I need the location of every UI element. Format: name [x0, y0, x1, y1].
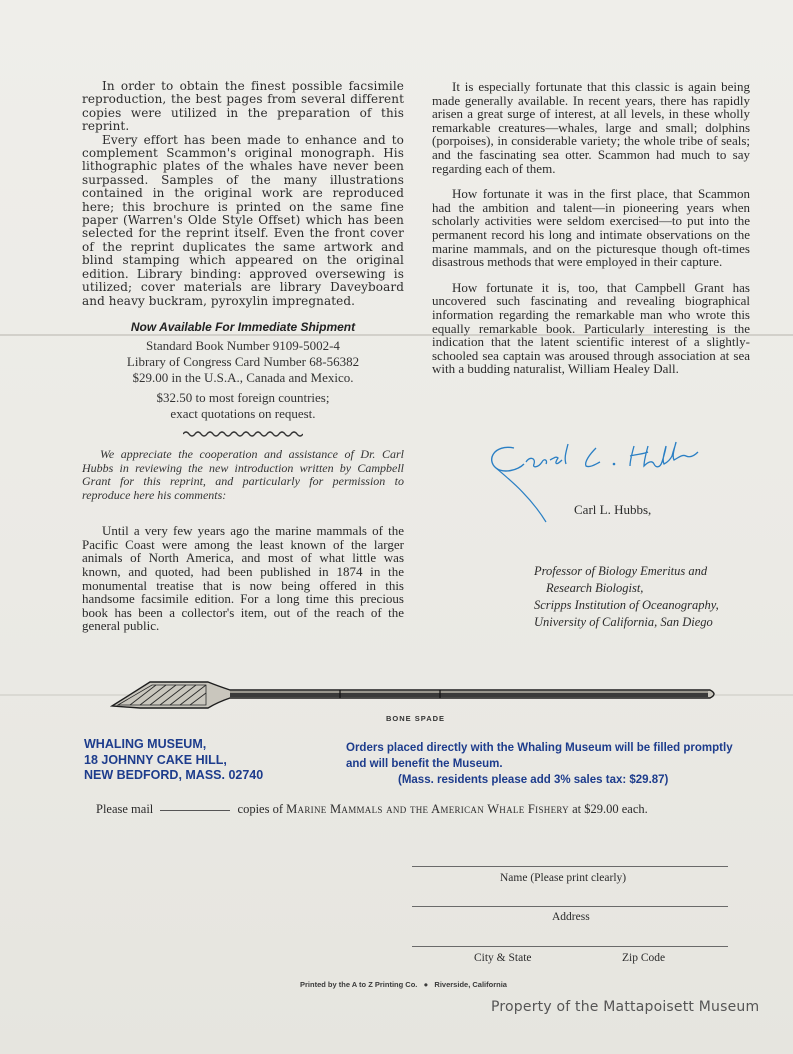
hubbs-quote: Until a very few years ago the marine mammals of the Pacific Coast were among the least known of the larger animals of North America, and most of what little was known, and quoted, had been published in 1874 in the monumental treatise that is now being offered in this handsome facsimile edition. For a long time this precious book has been a collector's item, out of the reach of the general public. — [82, 523, 404, 634]
decorative-squiggle-divider — [183, 430, 303, 438]
title-line: Professor of Biology Emeritus and — [534, 564, 708, 578]
printer-location: Riverside, California — [434, 980, 507, 989]
bone-spade-illustration — [110, 676, 720, 712]
mail-price: at $29.00 each. — [572, 802, 648, 816]
enhancement-paragraph: Every effort has been made to enhance and to complement Scammon's original monograph. His lithographic plates of the whales have never been surpassed. Samples of the many illustrations contained in the original work are reproduced here; this brochure is printed on the same fine paper (Warren's Olde Style Offset) which has been selected for the reprint itself. Even the front cover of the reprint duplicates the same artwork and blind stamping which appeared on the original edition. Library binding: approved oversewing is utilized; cover materials are library Daveyboard and heavy buckram, pyroxylin impregnated. — [82, 132, 404, 308]
library-card-number: Library of Congress Card Number 68-56382 — [126, 353, 360, 369]
address-line: 18 JOHNNY CAKE HILL, — [84, 752, 227, 767]
left-column — [82, 80, 404, 646]
book-title: Marine Mammals and the American Whale Fishery — [286, 802, 569, 816]
address-line: WHALING MUSEUM, — [84, 737, 207, 751]
order-form-line — [96, 802, 648, 817]
right-column — [432, 80, 750, 376]
illustration-caption: BONE SPADE — [386, 714, 446, 723]
sales-tax-note: (Mass. residents please add 3% sales tax: $29.87) — [398, 774, 669, 786]
book-number: Standard Book Number 9109-5002-4 — [146, 337, 340, 353]
signatory-name: Carl L. Hubbs, — [574, 502, 652, 517]
title-line: Research Biologist, — [546, 581, 644, 595]
printer-name: Printed by the A to Z Printing Co. — [300, 980, 418, 989]
address-line: NEW BEDFORD, MASS. 02740 — [84, 768, 264, 782]
zip-code-label: Zip Code — [622, 952, 666, 964]
scammon-paragraph: How fortunate it was in the first place, that Scammon had the ambition and talent—in pioneering years when scholarly activities were seldom exercised—to put into the permanent record his long and intimate observations on the marine mammals, and on the picturesque though oft-times disastrous methods that were employed in their capture. — [432, 186, 750, 270]
acknowledgement-text: We appreciate the cooperation and assistance of Dr. Carl Hubbs in reviewing the new introduction written by Campbell Grant for this reprint, and particularly for permission to reproduce here his comments: — [82, 446, 404, 502]
title-line: Scripps Institution of Oceanography, — [534, 598, 719, 612]
price-us: $29.00 in the U.S.A., Canada and Mexico. — [132, 369, 354, 385]
name-field[interactable] — [412, 866, 728, 867]
address-label: Address — [552, 911, 590, 923]
price-foreign: $32.50 to most foreign countries; — [156, 389, 330, 405]
copies-blank-field[interactable] — [160, 810, 230, 811]
name-label: Name (Please print clearly) — [500, 872, 627, 884]
campbell-grant-paragraph: How fortunate it is, too, that Campbell Grant has uncovered such fascinating and revealing biographical information regarding the remarkable man who wrote this equally remarkable book. Particularly interesting is the indication that the latent scientific interest of a slightly-schooled sea captain was aroused through association at sea with a budding naturalist, William Healey Dall. — [432, 279, 750, 377]
city-state-label: City & State — [474, 952, 532, 964]
mail-prefix: Please mail — [96, 802, 154, 816]
classic-paragraph: It is especially fortunate that this classic is again being made generally available. In recent years, there has rapidly arisen a great surge of interest, at all levels, in these wholly remarkable creatures—whales, large and small; dolphins (porpoises), in considerable variety; the whole tribe of seals; and the fascinating sea otter. Scammon had much to say regarding each of them. — [432, 79, 750, 176]
city-zip-field[interactable] — [412, 946, 728, 947]
availability-heading: Now Available For Immediate Shipment — [130, 319, 356, 334]
order-line: Orders placed directly with the Whaling Museum will be filled promptly — [346, 742, 733, 754]
order-line: and will benefit the Museum. — [346, 758, 503, 770]
printer-credit — [300, 980, 507, 989]
mail-middle: copies of — [237, 802, 284, 816]
quotations-note: exact quotations on request. — [170, 405, 316, 421]
title-line: University of California, San Diego — [534, 615, 713, 629]
intro-paragraph: In order to obtain the finest possible facsimile reproduction, the best pages from several different copies were utilized in the preparation of this reprint. — [82, 79, 404, 134]
museum-watermark: Property of the Mattapoisett Museum — [491, 999, 760, 1015]
museum-address — [84, 737, 263, 784]
order-instructions — [346, 740, 733, 788]
bullet-icon: ● — [419, 980, 433, 989]
address-field[interactable] — [412, 906, 728, 907]
signatory-title — [534, 563, 719, 631]
